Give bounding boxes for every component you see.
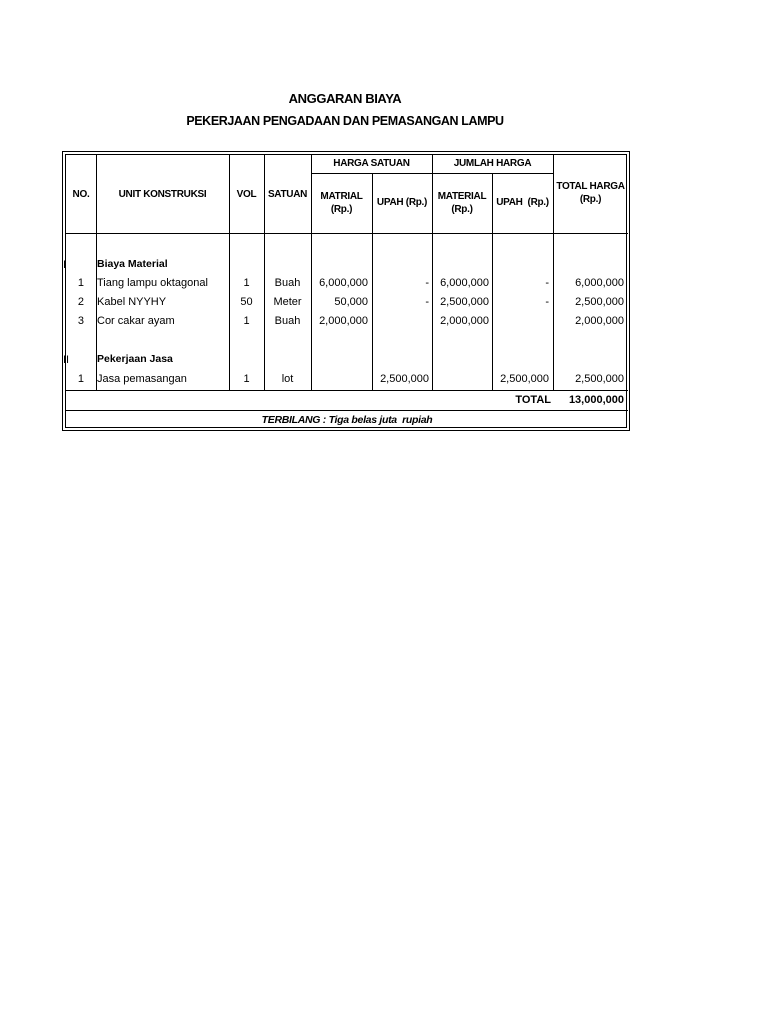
document-subtitle: PEKERJAAN PENGADAAN DAN PEMASANGAN LAMPU — [186, 114, 504, 128]
header-matrial: MATRIAL (Rp.) — [320, 191, 363, 215]
row-material: 2,500,000 — [440, 296, 489, 308]
row-material: 2,000,000 — [440, 315, 489, 327]
row-total: 2,000,000 — [575, 315, 624, 327]
row-no: 3 — [77, 315, 84, 327]
row-no: 2 — [77, 296, 84, 308]
header-satuan: SATUAN — [267, 189, 308, 200]
header-unit-konstruksi: UNIT KONSTRUKSI — [118, 189, 207, 200]
header-upah-jumlah: UPAH (Rp.) — [496, 197, 549, 208]
table-inner-border — [65, 154, 627, 428]
header-material-jumlah: MATERIAL (Rp.) — [437, 191, 487, 215]
row-upah: - — [425, 277, 429, 289]
row-unit: Jasa pemasangan — [97, 373, 187, 385]
header-harga-satuan: HARGA SATUAN — [333, 158, 410, 169]
row-unit: Kabel NYYHY — [97, 296, 167, 308]
row-unit: Tiang lampu oktagonal — [97, 277, 208, 289]
row-upah: 2,500,000 — [380, 373, 429, 385]
document-title: ANGGARAN BIAYA — [288, 91, 402, 106]
row-upah-jumlah: 2,500,000 — [500, 373, 549, 385]
header-no: NO. — [72, 189, 90, 200]
terbilang-text: TERBILANG : Tiga belas juta rupiah — [261, 414, 433, 426]
row-vol: 1 — [243, 277, 250, 289]
row-matrial: 6,000,000 — [319, 277, 368, 289]
header-total-harga: TOTAL HARGA (Rp.) — [556, 181, 625, 205]
row-total: 2,500,000 — [575, 373, 624, 385]
header-jumlah-harga: JUMLAH HARGA — [453, 158, 532, 169]
header-upah-satuan: UPAH (Rp.) — [376, 197, 428, 208]
row-satuan: Buah — [274, 315, 301, 327]
row-no: 1 — [77, 277, 84, 289]
section-roman-ii: II — [63, 354, 70, 366]
row-total: 2,500,000 — [575, 296, 624, 308]
row-matrial: 50,000 — [334, 296, 368, 308]
budget-table — [62, 151, 630, 431]
row-satuan: Meter — [273, 296, 302, 308]
row-unit: Cor cakar ayam — [97, 315, 175, 327]
row-upah: - — [425, 296, 429, 308]
row-upah-jumlah: - — [545, 277, 549, 289]
row-material: 6,000,000 — [440, 277, 489, 289]
row-total: 6,000,000 — [575, 277, 624, 289]
total-value: 13,000,000 — [568, 394, 624, 406]
row-vol: 1 — [243, 373, 250, 385]
section-name-pekerjaan-jasa: Pekerjaan Jasa — [97, 353, 173, 365]
section-name-biaya-material: Biaya Material — [97, 258, 168, 270]
row-satuan: lot — [281, 373, 294, 385]
section-roman-i: I — [63, 259, 67, 271]
row-vol: 50 — [240, 296, 253, 308]
row-no: 1 — [77, 373, 84, 385]
row-satuan: Buah — [274, 277, 301, 289]
total-label: TOTAL — [515, 394, 551, 406]
header-vol: VOL — [236, 189, 257, 200]
row-upah-jumlah: - — [545, 296, 549, 308]
row-vol: 1 — [243, 315, 250, 327]
row-matrial: 2,000,000 — [319, 315, 368, 327]
